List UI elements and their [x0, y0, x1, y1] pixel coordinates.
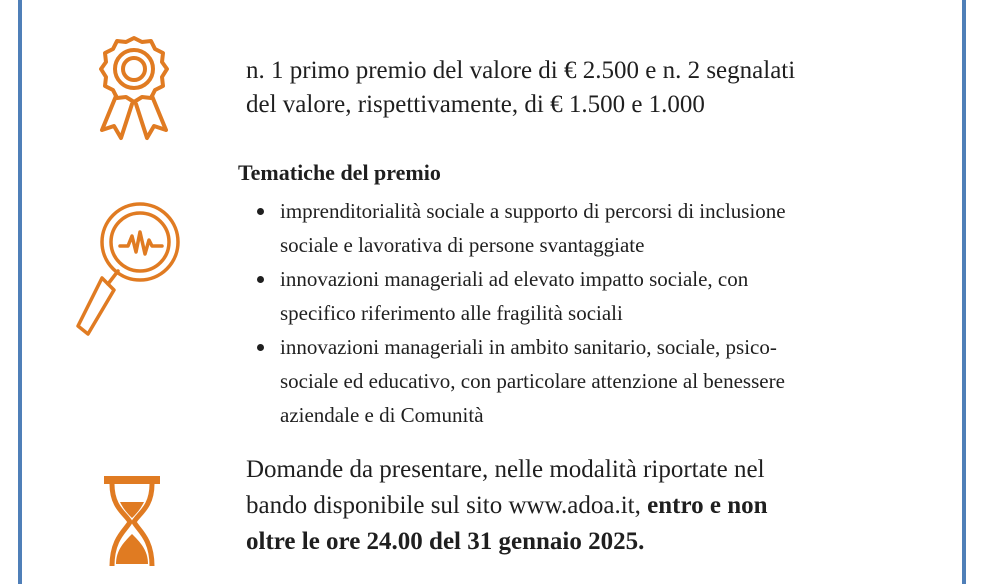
- deadline-site-text: bando disponibile sul sito www.adoa.it,: [246, 492, 641, 519]
- theme-3-line-1: innovazioni manageriali in ambito sanitario, sociale, psico-: [280, 335, 777, 359]
- deadline-date: oltre le ore 24.00 del 31 gennaio 2025.: [246, 528, 645, 555]
- themes-list: [255, 194, 935, 432]
- deadline-line-1: Domande da presentare, nelle modalità riportate nel: [246, 456, 765, 483]
- award-ribbon-icon: [88, 32, 180, 144]
- deadline-text: [246, 452, 946, 560]
- themes-title: Tematiche del premio: [238, 160, 441, 185]
- theme-2-line-2: specifico riferimento alle fragilità sociali: [280, 301, 623, 325]
- list-item: [255, 194, 935, 262]
- deadline-line-2: [246, 488, 946, 524]
- prize-line-2: del valore, rispettivamente, di € 1.500 e 1.000: [246, 91, 705, 118]
- theme-1-line-1: imprenditorialità sociale a supporto di percorsi di inclusione: [280, 199, 786, 223]
- theme-2-line-1: innovazioni manageriali ad elevato impatto sociale, con: [280, 267, 749, 291]
- theme-3-line-2: sociale ed educativo, con particolare attenzione al benessere: [280, 369, 785, 393]
- hourglass-icon: [100, 472, 164, 572]
- theme-1-line-2: sociale e lavorativa di persone svantaggiate: [280, 233, 645, 257]
- deadline-bold-start: entro e non: [647, 492, 768, 519]
- prize-line-1: n. 1 primo premio del valore di € 2.500 e n. 2 segnalati: [246, 57, 796, 84]
- theme-3-line-3: aziendale e di Comunità: [280, 403, 484, 427]
- magnifier-pulse-icon: [74, 196, 186, 342]
- list-item: [255, 262, 935, 330]
- prize-description: [246, 54, 946, 122]
- deadline-line-3: [246, 524, 946, 560]
- list-item: [255, 330, 935, 432]
